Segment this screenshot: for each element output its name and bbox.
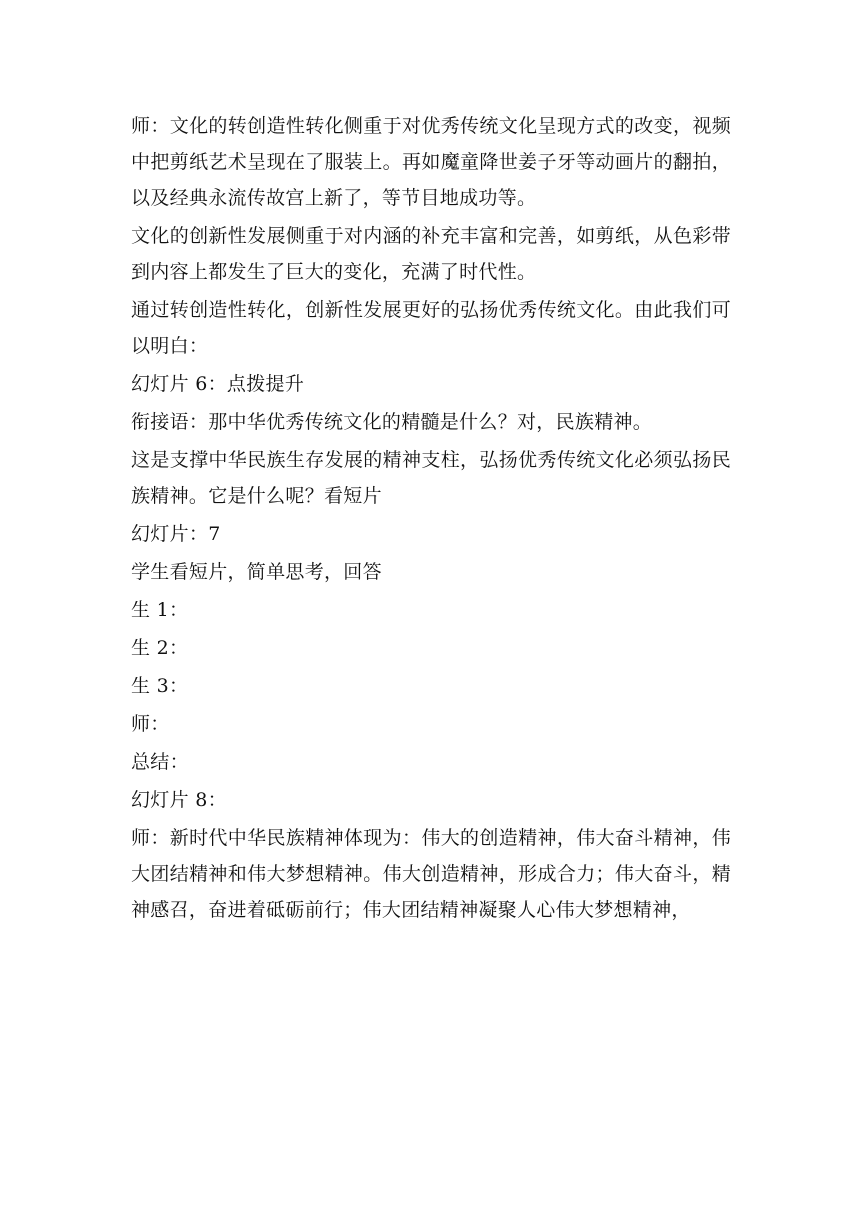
paragraph-transition: 衔接语：那中华优秀传统文化的精髓是什么？对，民族精神。 <box>131 411 653 433</box>
document-page <box>131 108 731 930</box>
paragraph-teacher-transformation: 师：文化的转创造性转化侧重于对优秀传统文化呈现方式的改变，视频中把剪纸艺术呈现在了服装上。再如魔童降世姜子牙等动画片的翻拍，以及经典永流传故宫上新了，等节目地成功等。 <box>131 115 731 209</box>
paragraph-teacher: 师： <box>131 713 170 735</box>
paragraph-promote-culture: 通过转创造性转化，创新性发展更好的弘扬优秀传统文化。由此我们可以明白： <box>131 299 731 357</box>
paragraph-student-1: 生 1： <box>131 599 189 621</box>
paragraph-student-3: 生 3： <box>131 675 189 697</box>
paragraph-slide-8: 幻灯片 8： <box>131 789 227 811</box>
paragraph-slide-6: 幻灯片 6：点拨提升 <box>131 373 305 395</box>
paragraph-slide-7: 幻灯片：7 <box>131 523 221 545</box>
paragraph-summary: 总结： <box>131 751 189 773</box>
paragraph-innovative-development: 文化的创新性发展侧重于对内涵的补充丰富和完善，如剪纸，从色彩带到内容上都发生了巨大的变化，充满了时代性。 <box>131 225 731 283</box>
paragraph-new-era-spirit: 师：新时代中华民族精神体现为：伟大的创造精神，伟大奋斗精神，伟大团结精神和伟大梦想精神。伟大创造精神，形成合力；伟大奋斗，精神感召，奋进着砥砺前行；伟大团结精神凝聚人心伟大梦想精神， <box>131 827 731 921</box>
paragraph-student-2: 生 2： <box>131 637 189 659</box>
paragraph-students-watch: 学生看短片，简单思考，回答 <box>131 561 382 583</box>
paragraph-national-spirit: 这是支撑中华民族生存发展的精神支柱，弘扬优秀传统文化必须弘扬民族精神。它是什么呢？看短片 <box>131 449 731 507</box>
